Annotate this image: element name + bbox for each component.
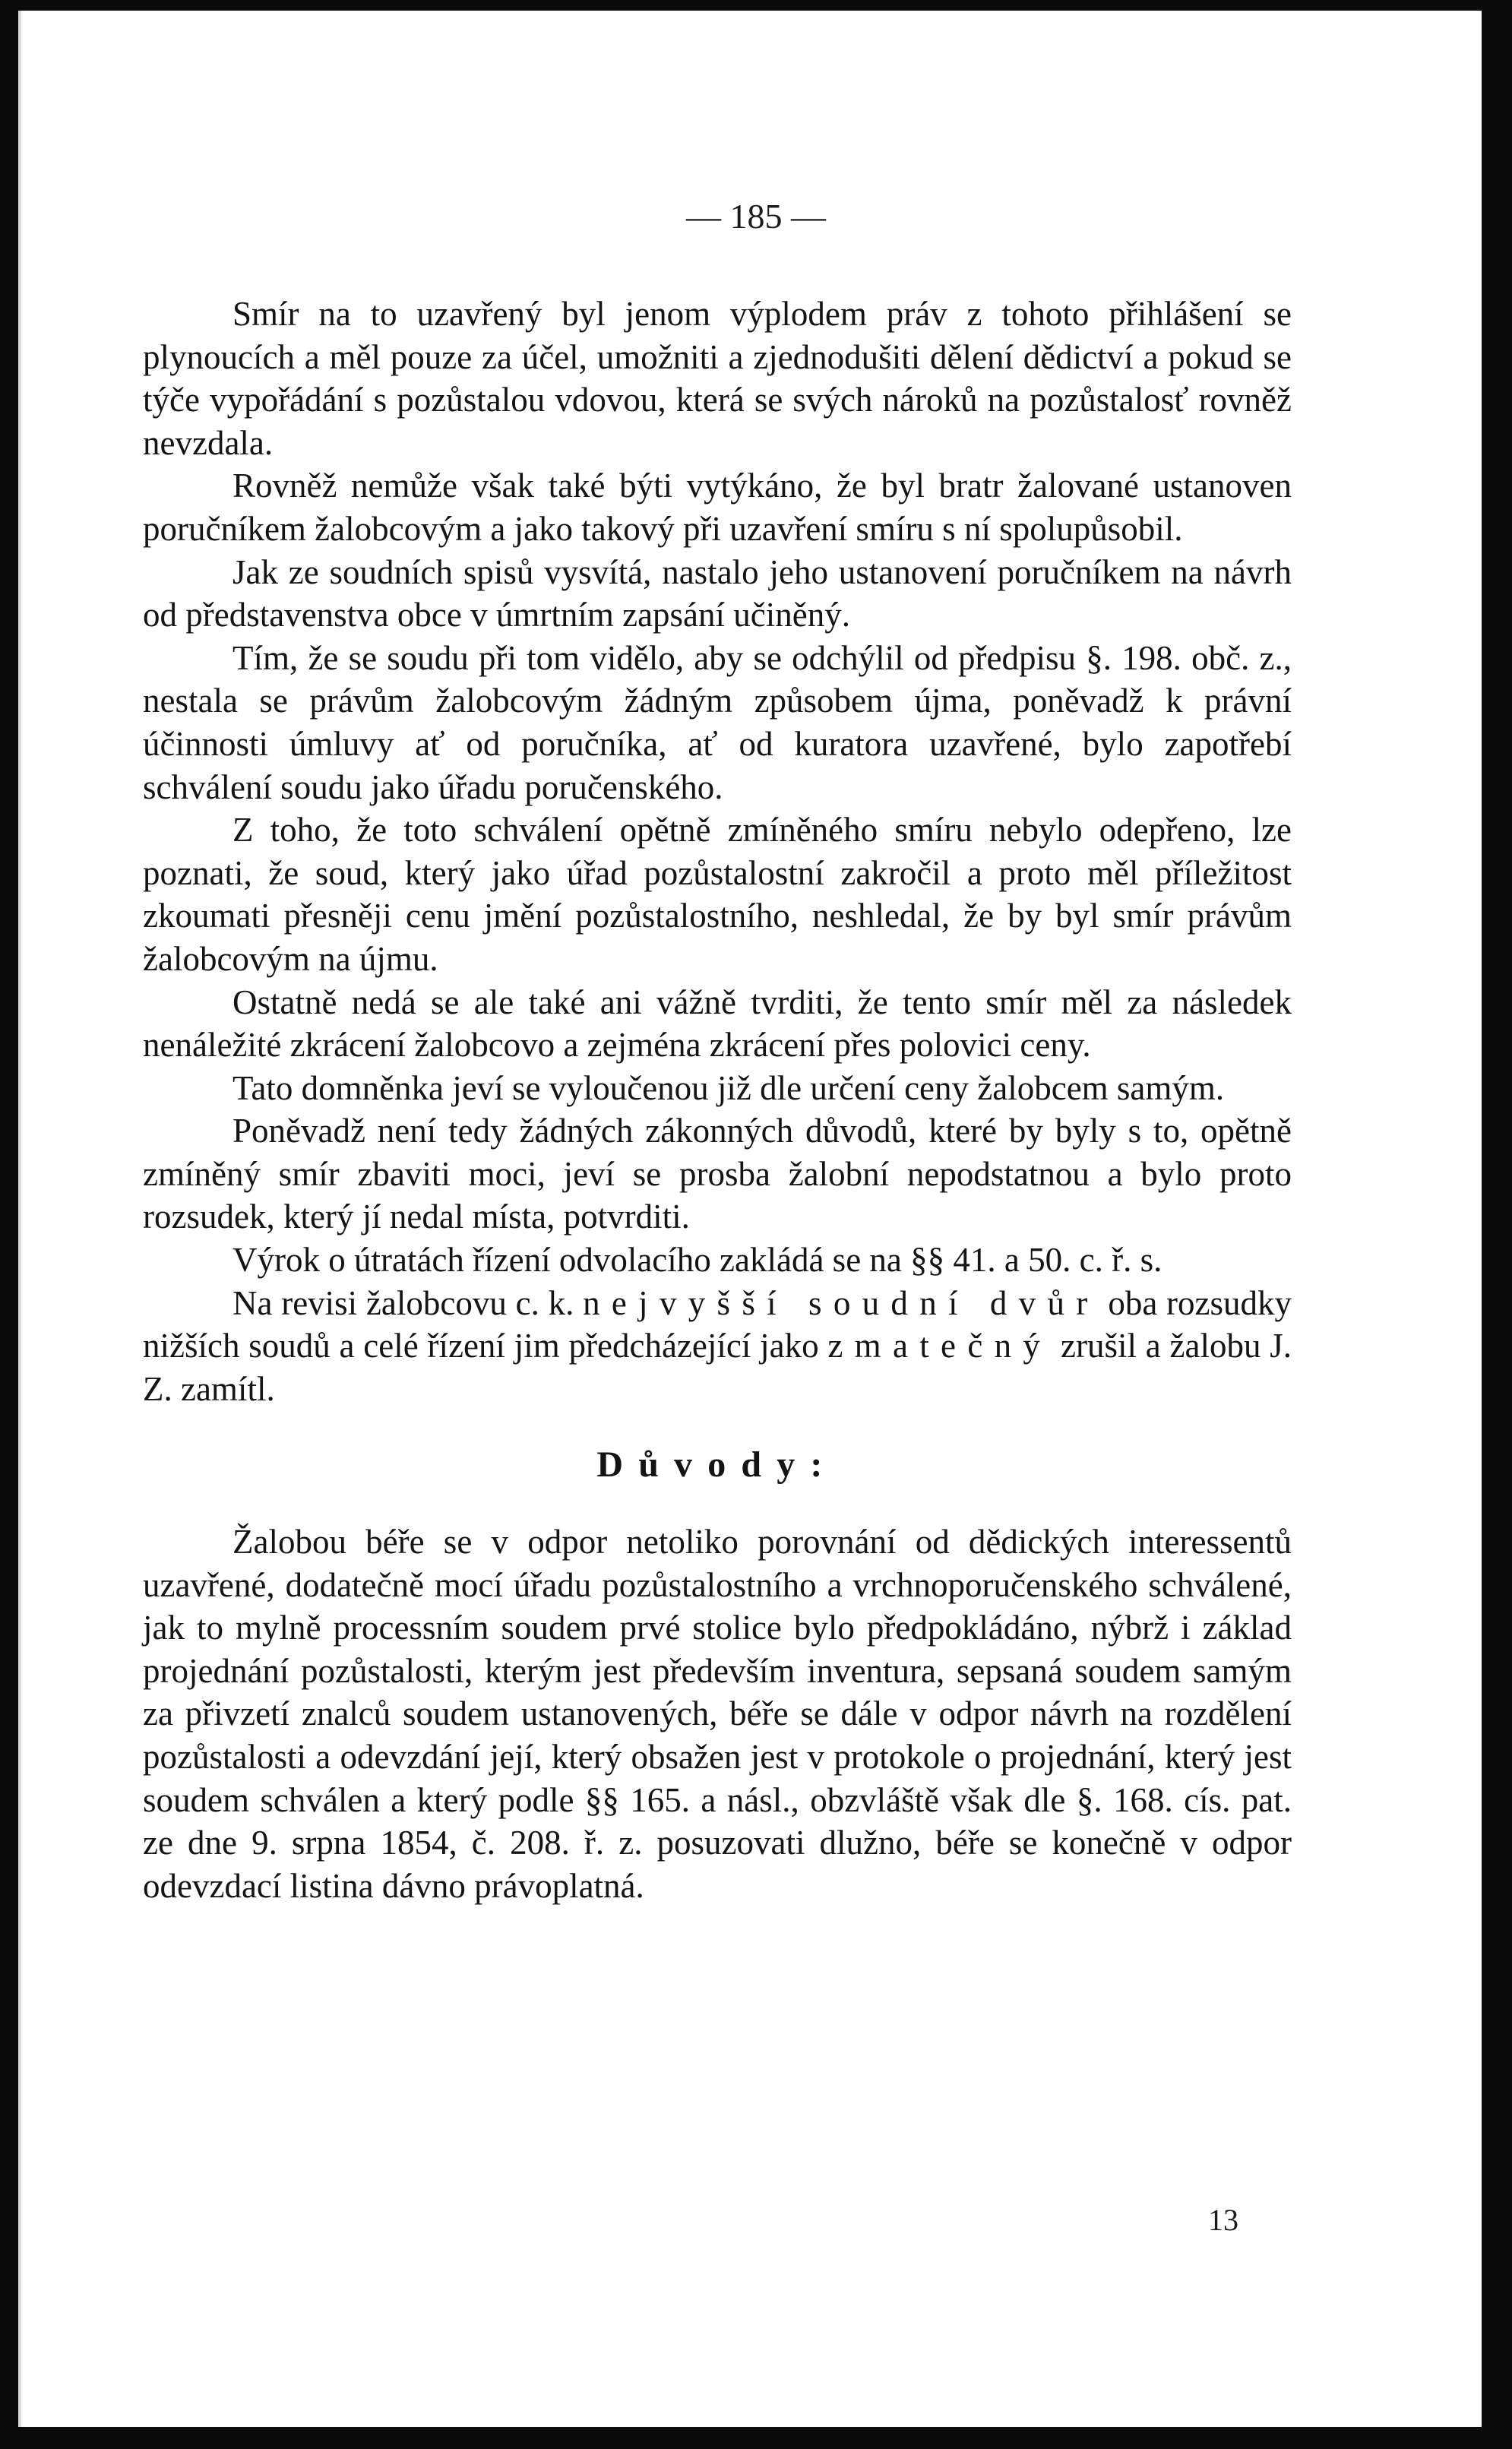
revision-tail: zrušil a žalobu J. Z. zamítl.: [143, 1327, 1292, 1408]
paragraph-9: Výrok o útratách řízení odvolacího zakládá se na §§ 41. a 50. c. ř. s.: [232, 1241, 1162, 1280]
revision-middle: oba rozsudky nižších soudů a celé řízení jim předcházející jako: [143, 1283, 1292, 1365]
section-heading: Důvody:: [596, 1444, 838, 1486]
paragraph-6: Ostatně nedá se ale také ani vážně tvrditi, že tento smír měl za následek nenáležité zkrácení žalobcovo a zejména zkrácení přes polovici ceny.: [143, 982, 1292, 1065]
revision-lead: Na revisi žalobcovu c. k.: [232, 1283, 574, 1322]
paragraph-2: Rovněž nemůže však také býti vytýkáno, že byl bratr žalované ustanoven poručníkem žalobcovým a jako takový při uzavření smíru s ní spolupůsobil.: [143, 467, 1292, 548]
paragraph-3: Jak ze soudních spisů vysvítá, nastalo jeho ustanovení poručníkem na návrh od představenstva obce v úmrtním zapsání učiněný.: [143, 552, 1292, 634]
signature-mark: 13: [1208, 2203, 1238, 2237]
revision-paragraph: [143, 1282, 1292, 1411]
paragraph-1: Smír na to uzavřený byl jenom výplodem práv z tohoto přihlášení se plynoucích a měl pouze za účel, umožniti a zjednodušiti dělení dědictví a pokud se týče vypořádání s pozůstalou vdovou, která se svých nároků na pozůstalosť rovněž nevzdala.: [143, 295, 1292, 462]
paragraph-7: Tato domněnka jeví se vyloučenou již dle určení ceny žalobcem samým.: [232, 1068, 1225, 1107]
main-text: [143, 293, 1292, 1907]
paragraph-4: Tím, že se soudu při tom vidělo, aby se odchýlil od předpisu §. 198. obč. z., nestala se právům žalobcovým žádným způsobem újma, poněvadž k právní účinnosti úmluvy ať od poručníka, ať od kuratora uzavřené, bylo zapotřebí schválení soudu jako úřadu poručenského.: [143, 638, 1292, 806]
page-number: — 185 —: [686, 197, 826, 236]
paragraph-8: Poněvadž není tedy žádných zákonných důvodů, které by byly s to, opětně zmíněný smír zbaviti moci, jeví se prosba žalobní nepodstatnou a bylo proto rozsudek, který jí nedal místa, potvrditi.: [143, 1112, 1292, 1236]
reasons-section: [143, 1520, 1292, 1907]
reasons-paragraph-1: Žalobou béře se v odpor netoliko porovnání od dědických interessentů uzavřené, dodatečně mocí úřadu pozůstalostního a vrchnoporučenského schválené, jak to mylně processním soudem prvé stolice bylo předpokládáno, nýbrž i základ projednání pozůstalosti, kterým jest především inventura, sepsaná soudem samým za přivzetí znalců soudem ustanovených, béře se dále v odpor návrh na rozdělení pozůstalosti a odevzdání její, který obsažen jest v protokole o projednání, který jest soudem schválen a který podle §§ 165. a násl., obzvláště však dle §. 168. cís. pat. ze dne 9. srpna 1854, č. 208. ř. z. posuzovati dlužno, béře se konečně v odpor odevzdací listina dávno právoplatná.: [143, 1523, 1292, 1905]
verdict-word: zmatečný: [827, 1327, 1052, 1365]
court-name: nejvyšší soudní dvůr: [583, 1283, 1099, 1322]
paragraph-5: Z toho, že toto schválení opětně zmíněného smíru nebylo odepřeno, lze poznati, že soud, který jako úřad pozůstalostní zakročil a proto měl příležitost zkoumati přesněji cenu jmění pozůstalostního, neshledal, že by byl smír právům žalobcovým na újmu.: [143, 811, 1292, 978]
